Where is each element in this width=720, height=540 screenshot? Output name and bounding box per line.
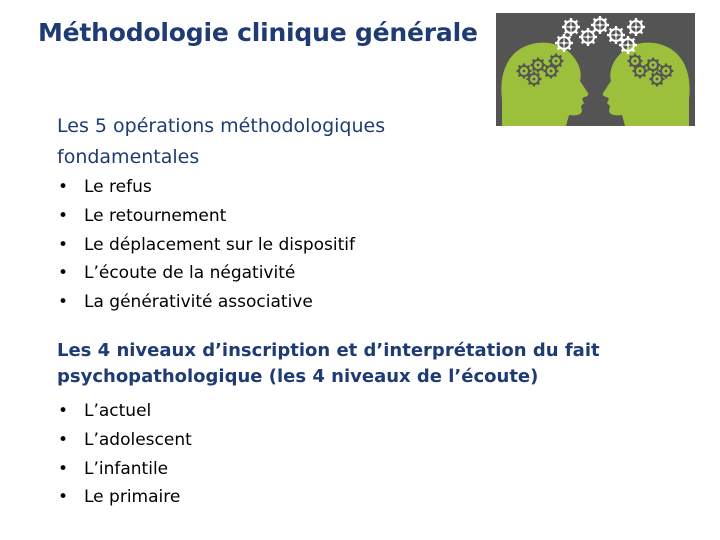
list-item (57, 426, 192, 455)
list-item (57, 259, 355, 288)
section-heading-line: fondamentales (57, 146, 200, 168)
bullet-icon: • (58, 263, 69, 284)
list-item (57, 231, 355, 260)
list-item (57, 202, 355, 231)
section-heading-operations (57, 111, 385, 173)
list-item (57, 397, 192, 426)
section-heading-line: Les 5 opérations méthodologiques (57, 115, 386, 137)
bullet-icon: • (58, 292, 69, 313)
list-item (57, 483, 192, 512)
list-item-text: Le retournement (84, 205, 227, 226)
list-item-text: L’adolescent (84, 429, 192, 450)
section-heading-levels (57, 338, 600, 390)
bullet-icon: • (58, 401, 69, 421)
slide-title: Méthodologie clinique générale (38, 18, 478, 47)
two-heads-with-gears-icon (496, 13, 695, 126)
section-heading-line: Les 4 niveaux d’inscription et d’interprétation du fait (57, 340, 600, 361)
list-item-text: L’écoute de la négativité (84, 263, 296, 284)
bullet-icon: • (58, 487, 69, 508)
list-item-text: L’actuel (84, 401, 152, 421)
section-heading-line: psychopathologique (les 4 niveaux de l’écoute) (57, 366, 539, 387)
list-item-text: Le primaire (84, 487, 181, 508)
bullet-icon: • (58, 205, 69, 226)
list-item (57, 288, 355, 317)
list-item-text: Le déplacement sur le dispositif (84, 234, 356, 255)
bullet-icon: • (58, 458, 69, 479)
list-item-text: Le refus (84, 177, 152, 197)
levels-list (57, 397, 192, 512)
list-item (57, 173, 355, 202)
operations-list (57, 173, 355, 317)
bullet-icon: • (58, 234, 69, 255)
list-item-text: L’infantile (84, 458, 169, 479)
list-item-text: La générativité associative (84, 292, 313, 313)
list-item (57, 455, 192, 484)
bullet-icon: • (58, 429, 69, 450)
bullet-icon: • (58, 177, 69, 197)
